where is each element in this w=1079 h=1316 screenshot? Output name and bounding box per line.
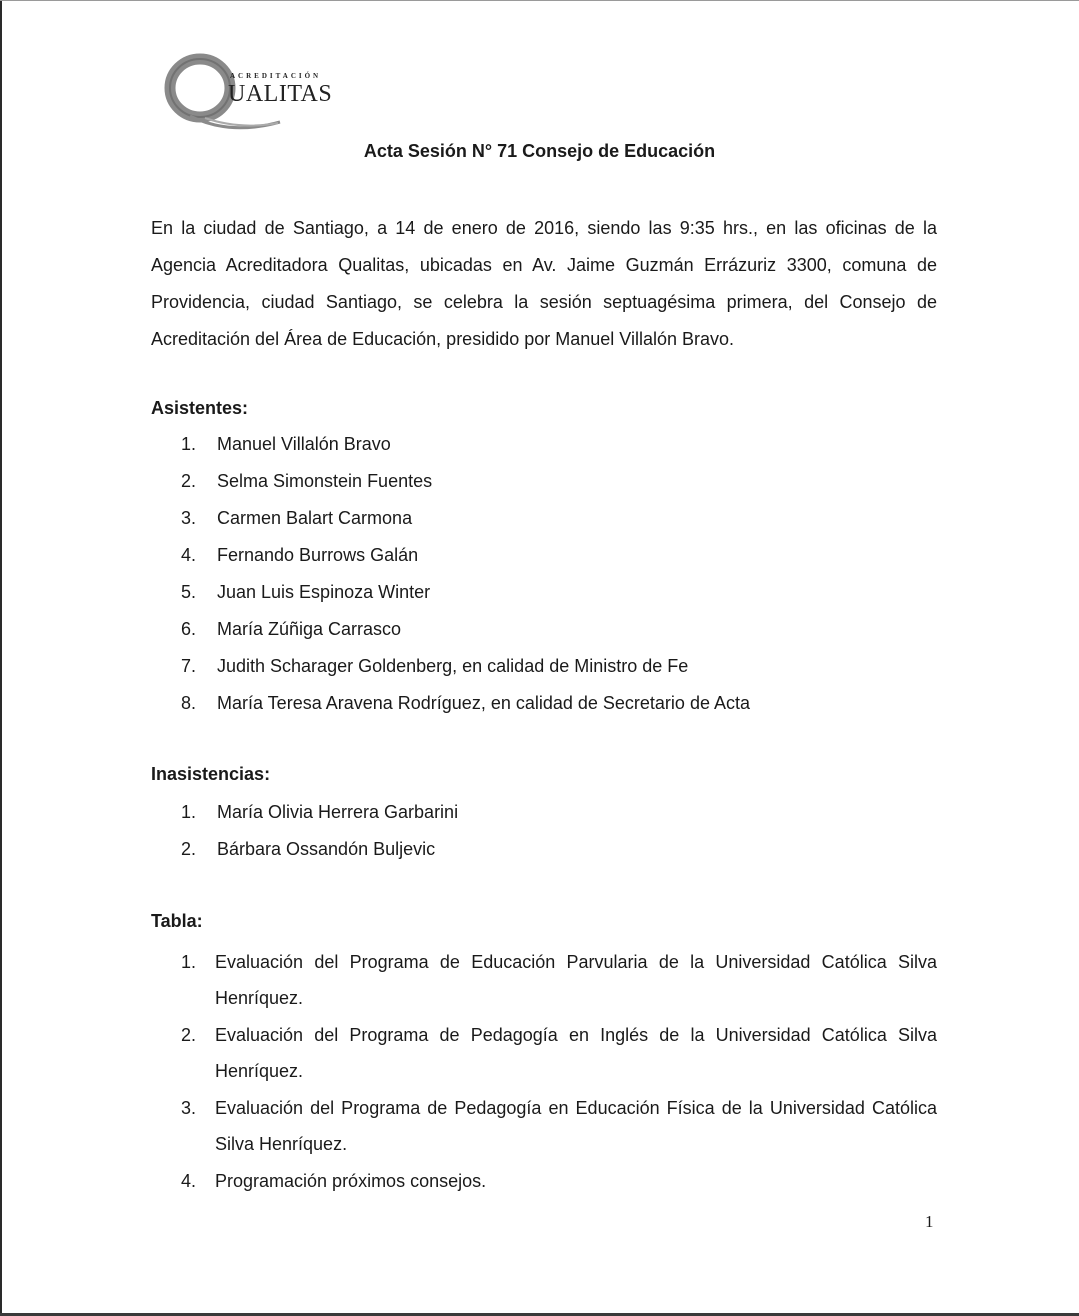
list-item: 8. María Teresa Aravena Rodríguez, en calidad de Secretario de Acta (181, 693, 750, 713)
list-item: 4. Fernando Burrows Galán (181, 545, 419, 565)
asistentes-heading: Asistentes: (151, 398, 249, 418)
inasistencias-heading: Inasistencias: (151, 764, 271, 784)
logo-top-text: ACREDITACIÓN (230, 72, 322, 80)
page-number: 1 (925, 1212, 934, 1231)
intro-paragraph: En la ciudad de Santiago, a 14 de enero de 2016, siendo las 9:35 hrs., en las oficinas de la Agencia Acreditadora Qualitas, ubicadas en Av. Jaime Guzmán Errázuriz 3300, comuna de Providencia, ciudad Santiago, se celebra la sesión septuagésima primera, del Consejo de Acreditación del Área de Educación, presidido por Manuel Villalón Bravo. (151, 218, 937, 349)
scan-edge-top (0, 0, 1079, 1)
list-item: 6. María Zúñiga Carrasco (181, 619, 402, 639)
list-item: 1. María Olivia Herrera Garbarini (181, 802, 459, 822)
list-item: 2. Selma Simonstein Fuentes (181, 471, 433, 491)
list-item: 7. Judith Scharager Goldenberg, en calidad de Ministro de Fe (181, 656, 689, 676)
asistentes-list (181, 426, 937, 722)
document-title: Acta Sesión N° 71 Consejo de Educación (363, 141, 716, 161)
logo-main-text: UALITAS (228, 81, 333, 107)
list-item: 2. Evaluación del Programa de Pedagogía en Inglés de la Universidad Católica Silva Henríquez. (181, 1025, 937, 1081)
list-item: 1. Evaluación del Programa de Educación Parvularia de la Universidad Católica Silva Henríquez. (181, 952, 937, 1008)
list-item: 3. Carmen Balart Carmona (181, 508, 413, 528)
list-item: 5. Juan Luis Espinoza Winter (181, 582, 431, 602)
list-item: 2. Bárbara Ossandón Buljevic (181, 839, 436, 859)
inasistencias-list (181, 794, 937, 868)
list-item: 3. Evaluación del Programa de Pedagogía en Educación Física de la Universidad Católica Silva Henríquez. (181, 1098, 937, 1154)
qualitas-logo (160, 52, 360, 134)
tabla-list (181, 944, 937, 1200)
list-item: 1. Manuel Villalón Bravo (181, 434, 391, 454)
list-item: 4. Programación próximos consejos. (181, 1171, 487, 1191)
tabla-heading: Tabla: (151, 911, 203, 931)
scan-edge-left (0, 0, 2, 1316)
